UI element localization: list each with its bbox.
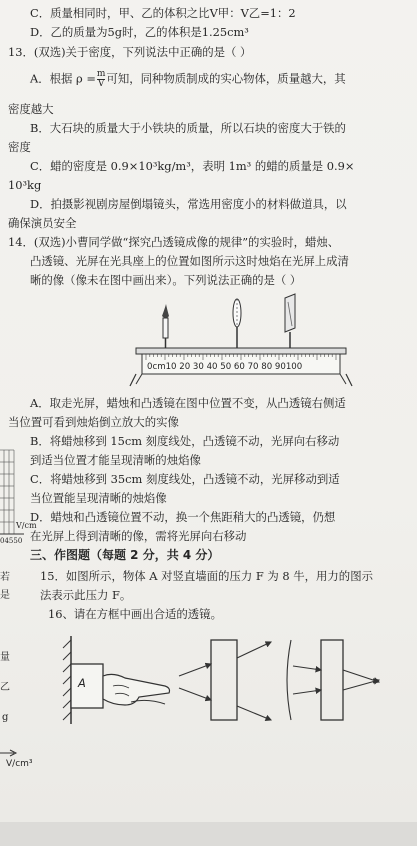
q14-stem-line3: 晰的像（像未在图中画出来）。下列说法正确的是（ ） — [30, 273, 302, 287]
bottom-bar — [0, 822, 417, 846]
lens-box-figure-1 — [175, 636, 285, 726]
q14-stem-line2: 凸透镜、光屏在光具座上的位置如图所示这时烛焰在光屏上成清 — [30, 254, 349, 268]
q13-option-a — [30, 70, 346, 89]
q13-option-a-continued: 密度越大 — [8, 102, 54, 116]
q14-option-b-continued: 到适当位置才能呈现清晰的烛焰像 — [30, 453, 201, 467]
fraction-numerator: m — [96, 69, 106, 79]
q15-text-line1: 15．如图所示，物体 A 对竖直墙面的压力 F 为 8 牛，用力的图示 — [40, 569, 373, 583]
left-axis-label: V/cm³ — [6, 759, 33, 769]
q14-option-c-continued: 当位置能呈现清晰的烛焰像 — [30, 491, 167, 505]
left-fragment-5: g — [2, 712, 9, 723]
density-fraction — [97, 70, 106, 89]
section-heading: 三、作图题（每题 2 分，共 4 分） — [30, 548, 220, 562]
q13-option-d: D．拍摄影视剧房屋倒塌镜头，常选用密度小的材料做道具，以 — [30, 197, 347, 211]
q13-option-c-continued: 10³kg — [8, 178, 42, 192]
light-screen-icon — [285, 294, 295, 348]
q13-option-c: C．蜡的密度是 0.9×10³kg/m³，表明 1m³ 的蜡的质量是 0.9× — [30, 159, 355, 173]
q13-option-b-continued: 密度 — [8, 140, 31, 154]
left-fragment-1: 若 — [0, 572, 10, 583]
q14-option-b: B．将蜡烛移到 15cm 刻度线处，凸透镜不动，光屏向右移动 — [30, 434, 340, 448]
q14-stem-line1: 14．(双选)小曹同学做“探究凸透镜成像的规律”的实验时，蜡烛、 — [8, 235, 340, 249]
left-axis-unit: V/cm — [16, 521, 37, 530]
q13-stem: 13．(双选)关于密度，下列说法中正确的是（ ） — [8, 45, 252, 59]
q12-option-d: D．乙的质量为5g时，乙的体积是1.25cm³ — [30, 25, 249, 39]
q14-option-a-continued: 当位置可看到烛焰倒立放大的实像 — [8, 415, 179, 429]
bench-scale-labels: 0cm10 20 30 40 50 60 70 80 90100 — [147, 362, 303, 372]
q16-text: 16、请在方框中画出合适的透镜。 — [48, 607, 222, 621]
fraction-denominator: V — [97, 79, 105, 89]
lens-box — [321, 640, 343, 720]
left-fragment-3: 量 — [0, 652, 10, 663]
wall-icon — [63, 636, 71, 724]
wall-press-figure — [55, 636, 195, 726]
q14-option-a: A．取走光屏，蜡烛和凸透镜在图中位置不变，从凸透镜右侧适 — [30, 396, 346, 410]
lens-box — [211, 640, 237, 720]
candle-icon — [162, 304, 169, 348]
left-fragment-2: 是 — [0, 590, 10, 601]
optical-bench-figure — [0, 290, 417, 390]
left-fragment-4: 乙 — [0, 682, 10, 693]
q12-option-c: C．质量相同时，甲、乙的体积之比V甲：V乙=1：2 — [30, 6, 296, 20]
convex-lens-icon — [233, 299, 241, 348]
q14-option-d-continued: 在光屏上得到清晰的像，需将光屏向右移动 — [30, 529, 247, 543]
q13-option-a-suffix: 可知，同种物质制成的实心物体，质量越大，其 — [106, 71, 346, 86]
block-a-label: A — [78, 676, 86, 690]
q14-option-d: D．蜡烛和凸透镜位置不动，换一个焦距稍大的凸透镜，仍想 — [30, 510, 336, 524]
q13-option-d-continued: 确保演员安全 — [8, 216, 77, 230]
q13-option-a-prefix: A．根据 ρ = — [30, 71, 96, 86]
lens-box-figure-2 — [285, 636, 395, 726]
q14-option-c: C．将蜡烛移到 35cm 刻度线处，凸透镜不动，光屏移动到适 — [30, 472, 340, 486]
q15-text-line2: 法表示此压力 F。 — [40, 588, 132, 602]
left-axis-numbers: 04550 — [0, 537, 23, 545]
block-a — [71, 664, 103, 708]
left-axis-arrow — [0, 748, 20, 758]
hand-icon — [103, 674, 170, 705]
q13-option-b: B．大石块的质量大于小铁块的质量，所以石块的密度大于铁的 — [30, 121, 346, 135]
